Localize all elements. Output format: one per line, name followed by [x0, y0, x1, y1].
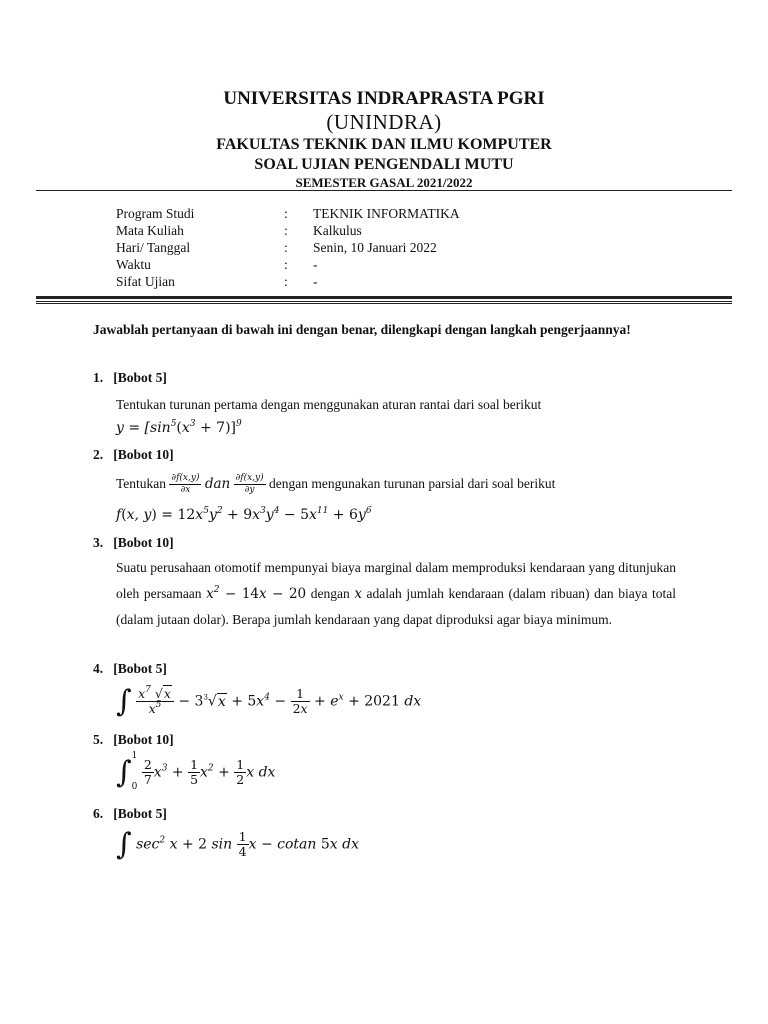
- question-number: 5.: [93, 732, 104, 747]
- university-abbrev: (UNINDRA): [326, 110, 442, 134]
- question-6-header: [93, 806, 167, 822]
- info-row: [116, 222, 613, 239]
- fraction: $\frac{1}{2x}$: [292, 685, 308, 716]
- question-weight: [Bobot 10]: [113, 447, 174, 462]
- question-2-header: [93, 447, 174, 463]
- header-divider: [36, 190, 732, 191]
- instruction-text: Jawablah pertanyaan di bawah ini dengan benar, dilengkapi dengan langkah pengerjaannya!: [93, 322, 631, 337]
- fraction: $\frac{x^7 √x}{x^5}$: [136, 688, 174, 716]
- question-number: 2.: [93, 447, 104, 462]
- info-colon: :: [284, 257, 288, 272]
- info-divider-thin: [36, 303, 732, 304]
- info-colon: :: [284, 240, 288, 255]
- integral-sign: ∫: [116, 827, 132, 862]
- info-divider: [36, 296, 732, 302]
- question-weight: [Bobot 10]: [113, 535, 174, 550]
- question-weight: [Bobot 10]: [113, 732, 174, 747]
- question-weight: [Bobot 5]: [113, 806, 167, 821]
- fraction: $\frac{1}{5}$: [190, 756, 199, 787]
- question-1-equation: $y = [\sin^5(x^3 + 7)]^9$: [116, 419, 242, 436]
- question-number: 1.: [93, 370, 104, 385]
- info-colon: :: [284, 274, 288, 289]
- info-label: Hari/ Tanggal: [116, 240, 191, 255]
- partial-x-fraction: $\frac{\partial f(x,y)}{\partial x}$: [171, 473, 200, 496]
- integral-sign: ∫: [116, 684, 132, 719]
- question-6-integral: ∫ $\sec^2 x + 2$ sin $\frac{1}{4}$ x − cotan 5x dx: [116, 827, 359, 862]
- question-text-after: dengan mengunakan turunan parsial dari soal berikut: [269, 476, 556, 491]
- question-text-mid: dan: [204, 476, 231, 492]
- question-5-integral: ∫ 1 0 $\frac{2}{7}$ $x^3$ + $\frac{1}{5}$ $x^2$ + $\frac{1}{2}$ x dx: [116, 750, 276, 792]
- question-1-text: Tentukan turunan pertama dengan menggunakan aturan rantai dari soal berikut: [116, 397, 542, 412]
- question-2-text: [116, 471, 676, 497]
- university-name: UNIVERSITAS INDRAPRASTA PGRI: [223, 88, 545, 109]
- fraction: $\frac{1}{4}$: [238, 828, 247, 859]
- info-row: [116, 273, 613, 290]
- question-text-part: dengan: [310, 585, 350, 601]
- question-weight: [Bobot 5]: [113, 661, 167, 676]
- exam-info-table: [116, 205, 613, 290]
- exam-title: SOAL UJIAN PENGENDALI MUTU: [254, 156, 514, 173]
- info-label: Program Studi: [116, 206, 195, 221]
- question-5-header: [93, 732, 174, 748]
- question-text-part: Suatu perusahaan otomotif mempunyai biaya marginal dalam memproduksi kendaraan yang ditunjukan oleh persamaan: [116, 560, 676, 601]
- info-row: [116, 239, 613, 256]
- question-number: 4.: [93, 661, 104, 676]
- semester-label: SEMESTER GASAL 2021/2022: [295, 175, 473, 190]
- question-4-header: [93, 661, 167, 677]
- variable-x: x: [354, 585, 362, 602]
- faculty-name: FAKULTAS TEKNIK DAN ILMU KOMPUTER: [216, 136, 552, 153]
- question-4-integral: ∫ $\frac{x^7 √x}{x^5}$ − $3^3√x + 5x^4$ − $\frac{1}{2x}$ + $e^x + 2021$ dx: [116, 684, 422, 719]
- info-value: -: [313, 274, 318, 289]
- question-number: 3.: [93, 535, 104, 550]
- question-text-part: adalah jumlah kendaraan (dalam ribuan) dan biaya total (dalam jutaan dolar). Berapa jumlah kendaraan yang dapat diproduksi agar biaya minimum.: [116, 585, 677, 627]
- question-3-text: [116, 555, 676, 633]
- question-text-before: Tentukan: [116, 476, 167, 491]
- info-value: -: [313, 257, 318, 272]
- partial-y-fraction: $\frac{\partial f(x,y)}{\partial y}$: [235, 473, 264, 496]
- question-2-equation: f(x, $y) = 12x^5y^2 + 9x^3y^4 - 5x^{11} + 6y^6$: [116, 506, 372, 523]
- integral-sign: ∫: [116, 755, 132, 790]
- question-number: 6.: [93, 806, 104, 821]
- info-row: [116, 256, 613, 273]
- question-3-header: [93, 535, 174, 551]
- info-row: [116, 205, 613, 222]
- integral-limits: 1 0: [131, 750, 138, 792]
- marginal-cost-equation: $x^2 - 14x - 20$: [206, 584, 307, 602]
- info-colon: :: [284, 223, 288, 238]
- info-value: TEKNIK INFORMATIKA: [313, 206, 460, 221]
- info-value: Kalkulus: [313, 223, 362, 238]
- question-weight: [Bobot 5]: [113, 370, 167, 385]
- info-label: Waktu: [116, 257, 151, 272]
- fraction: $\frac{2}{7}$: [143, 756, 152, 787]
- info-value: Senin, 10 Januari 2022: [313, 240, 437, 255]
- fraction: $\frac{1}{2}$: [236, 756, 245, 787]
- info-label: Sifat Ujian: [116, 274, 175, 289]
- info-label: Mata Kuliah: [116, 223, 184, 238]
- question-1-header: [93, 370, 167, 386]
- info-colon: :: [284, 206, 288, 221]
